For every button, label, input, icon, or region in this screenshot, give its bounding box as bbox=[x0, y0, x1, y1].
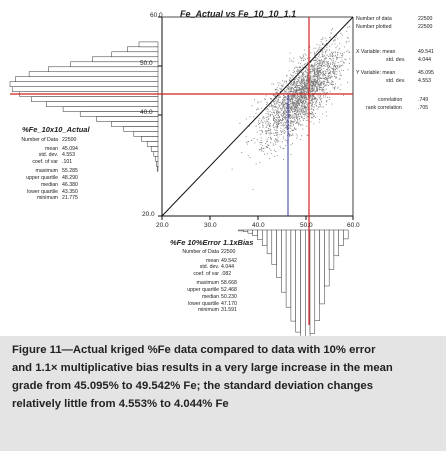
stat-value: 22500 bbox=[221, 249, 236, 255]
caption-line: Figure 11—Actual kriged %Fe data compared to data with 10% error bbox=[12, 344, 376, 356]
stat-label: std. dev. bbox=[199, 264, 219, 271]
stat-label: mean bbox=[206, 257, 219, 264]
scatter-point-cloud bbox=[232, 23, 351, 190]
figure-caption bbox=[0, 336, 446, 451]
histogram-bar bbox=[258, 230, 263, 240]
one-to-one-line bbox=[162, 17, 353, 216]
histogram-bar bbox=[112, 52, 158, 57]
caption-line: grade from 45.095% to 49.542% Fe; the standard deviation changes bbox=[12, 380, 373, 392]
stat-label: Number of data bbox=[356, 16, 392, 22]
stat-label: correlation bbox=[378, 97, 403, 103]
histogram-bar bbox=[157, 166, 158, 171]
histogram-bar bbox=[154, 151, 158, 156]
bottom-hist-title: %Fe 10%Error 1.1xBias bbox=[170, 238, 254, 247]
x-tick-label: 60.0 bbox=[347, 222, 360, 229]
stat-label: upper quartile bbox=[26, 175, 58, 182]
caption-line: relatively little from 4.553% to 4.044% Fe bbox=[12, 398, 229, 410]
stat-label: rank correlation bbox=[366, 105, 402, 111]
histogram-bar bbox=[139, 42, 158, 47]
stat-value: 4.044 bbox=[221, 264, 234, 271]
histogram-bar bbox=[286, 230, 291, 307]
histogram-bar bbox=[334, 230, 339, 256]
histogram-bar bbox=[156, 156, 158, 161]
histogram-bar bbox=[320, 230, 325, 304]
histogram-bar bbox=[315, 230, 320, 321]
histogram-bar bbox=[134, 131, 158, 136]
histogram-bar bbox=[301, 230, 306, 336]
stat-value: 47.170 bbox=[221, 300, 237, 307]
stat-label: Number of Data bbox=[21, 137, 58, 143]
histogram-bar bbox=[157, 161, 158, 166]
stat-value: 45.094 bbox=[62, 145, 78, 152]
stat-value: 58.668 bbox=[221, 280, 237, 287]
scatter-points bbox=[232, 23, 351, 190]
stat-value: 50.230 bbox=[221, 293, 237, 300]
histogram-bar bbox=[31, 97, 158, 102]
histogram-bar bbox=[291, 230, 296, 321]
histogram-bar bbox=[111, 122, 158, 127]
stat-label: minimum bbox=[197, 307, 219, 314]
stat-value: 4.553 bbox=[418, 78, 431, 84]
stat-label: upper quartile bbox=[187, 287, 219, 294]
y-tick-label: 40.0 bbox=[140, 109, 153, 116]
stat-value: 55.285 bbox=[62, 168, 78, 175]
stat-label: median bbox=[40, 181, 58, 188]
histogram-bar bbox=[142, 136, 158, 141]
histogram-bar bbox=[124, 127, 158, 132]
histogram-bar bbox=[248, 230, 253, 233]
y-tick-label: 20.0 bbox=[142, 211, 155, 218]
histogram-bar bbox=[151, 146, 158, 151]
stat-value: 45.095 bbox=[418, 70, 434, 76]
histogram-bar bbox=[29, 72, 158, 77]
histogram-bar bbox=[339, 230, 344, 246]
stat-label: coef. of var bbox=[32, 158, 58, 165]
histogram-bar bbox=[296, 230, 301, 332]
histogram-bar bbox=[272, 230, 277, 265]
y-tick-label: 50.0 bbox=[140, 60, 153, 67]
histogram-bar bbox=[324, 230, 329, 286]
histogram-bar bbox=[329, 230, 334, 269]
left-hist-title: %Fe_10x10_Actual bbox=[22, 125, 90, 134]
stat-label: Number plotted bbox=[356, 24, 392, 30]
histogram-bar bbox=[267, 230, 272, 254]
stat-label: Number of Data bbox=[182, 249, 219, 255]
histogram-bar bbox=[147, 141, 158, 146]
histogram-bar bbox=[127, 47, 158, 52]
stat-label: Y Variable: mean bbox=[356, 70, 396, 76]
stat-label: maximum bbox=[35, 168, 58, 175]
stat-value: 4.044 bbox=[418, 57, 431, 63]
x-tick-label: 30.0 bbox=[204, 222, 217, 229]
caption-line: and 1.1× multiplicative bias results in a very large increase in the mean bbox=[12, 362, 393, 374]
stat-value: .101 bbox=[62, 158, 73, 165]
stat-value: .749 bbox=[418, 97, 429, 103]
stat-label: lower quartile bbox=[27, 188, 58, 195]
histogram-bar bbox=[10, 82, 158, 87]
histogram-bar bbox=[262, 230, 267, 246]
histogram-bar bbox=[12, 87, 158, 92]
x-tick-label: 40.0 bbox=[252, 222, 265, 229]
stat-value: 43.350 bbox=[62, 188, 78, 195]
stat-value: 49.541 bbox=[418, 49, 434, 55]
histogram-bar bbox=[16, 77, 159, 82]
stat-value: 46.380 bbox=[62, 181, 78, 188]
y-tick-label: 60.0 bbox=[150, 12, 163, 19]
stat-value: .082 bbox=[221, 270, 232, 277]
histogram-bar bbox=[277, 230, 282, 278]
x-tick-label: 50.0 bbox=[300, 222, 313, 229]
stat-label: minimum bbox=[36, 195, 58, 202]
histogram-bar bbox=[281, 230, 286, 292]
stat-label: maximum bbox=[196, 280, 219, 287]
histogram-bar bbox=[238, 230, 243, 231]
stat-label: std. dev. bbox=[386, 78, 406, 84]
left-histogram bbox=[10, 42, 158, 171]
histogram-bar bbox=[243, 230, 248, 232]
stat-label: std. dev. bbox=[386, 57, 406, 63]
stat-value: 48.290 bbox=[62, 175, 78, 182]
histogram-bar bbox=[46, 102, 158, 107]
stat-label: X Variable: mean bbox=[356, 49, 396, 55]
stat-value: 49.542 bbox=[221, 257, 237, 264]
histogram-bar bbox=[97, 117, 158, 122]
bottom-histogram bbox=[238, 230, 348, 336]
histogram-bar bbox=[48, 67, 158, 72]
stat-value: 52.468 bbox=[221, 287, 237, 294]
histogram-bar bbox=[343, 230, 348, 239]
x-tick-label: 20.0 bbox=[156, 222, 169, 229]
stat-label: coef. of var bbox=[193, 270, 219, 277]
histogram-bar bbox=[253, 230, 258, 236]
stat-label: mean bbox=[45, 145, 58, 152]
stat-value: 22500 bbox=[418, 16, 433, 22]
stat-label: lower quartile bbox=[188, 300, 219, 307]
stat-value: .705 bbox=[418, 105, 429, 111]
plot-title: Fe_Actual vs Fe_10_10_1.1 bbox=[180, 9, 297, 19]
histogram-bar bbox=[310, 230, 315, 333]
stat-value: 21.775 bbox=[62, 195, 78, 202]
stat-value: 4.553 bbox=[62, 152, 75, 159]
stat-value: 22500 bbox=[418, 24, 433, 30]
stat-value: 22500 bbox=[62, 137, 77, 143]
stat-label: median bbox=[201, 293, 219, 300]
stat-value: 31.591 bbox=[221, 307, 237, 314]
stat-label: std. dev. bbox=[38, 152, 58, 159]
